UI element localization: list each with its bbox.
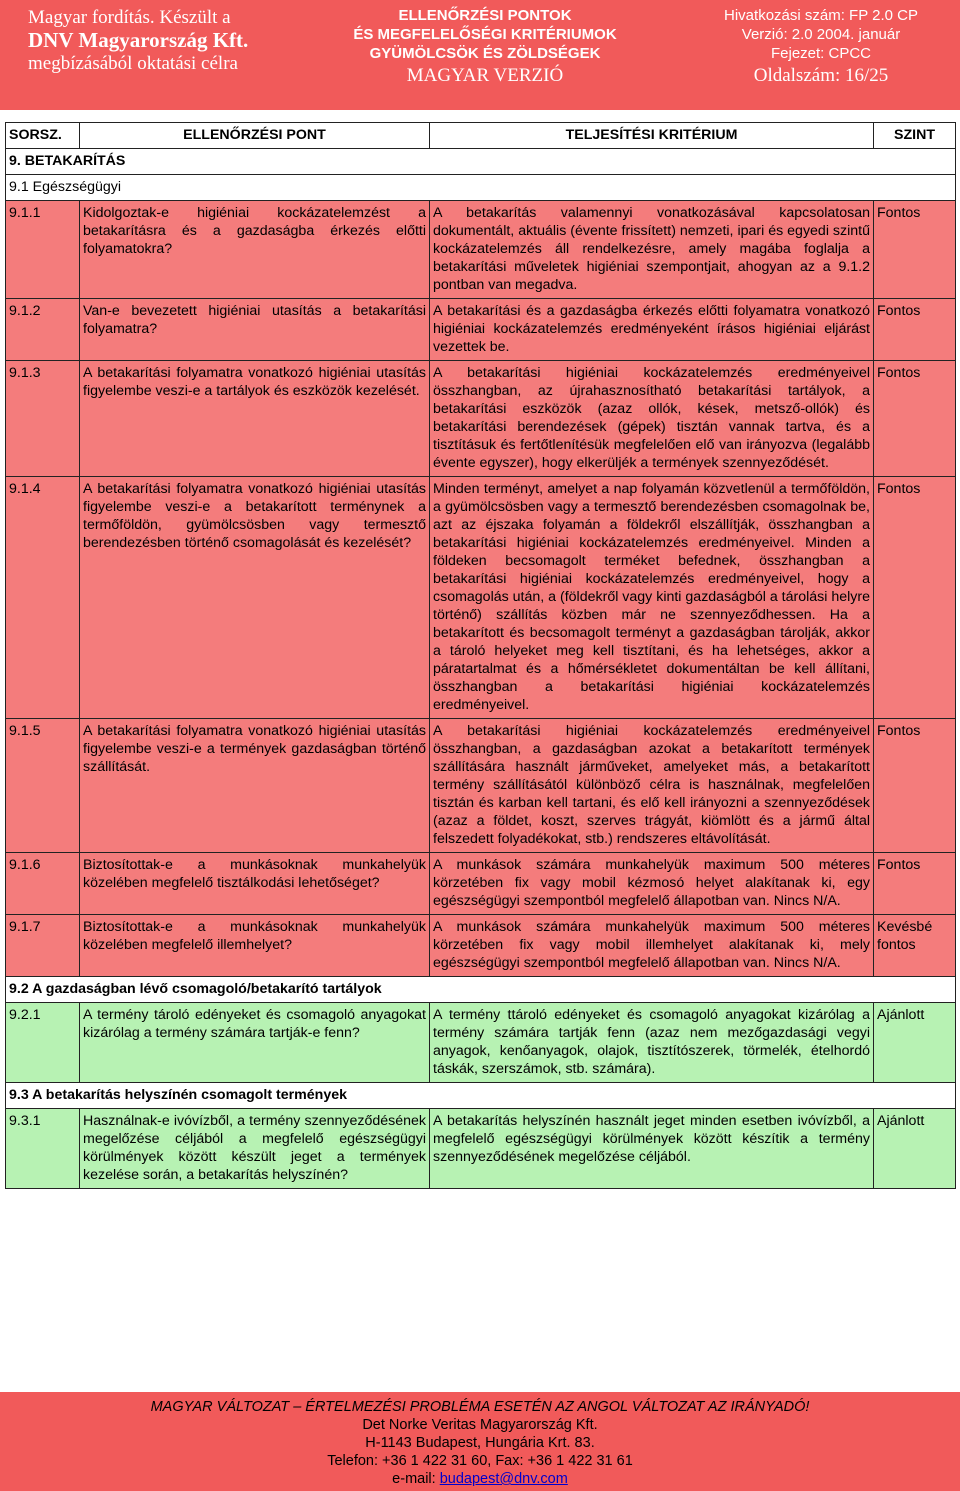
compliance-criteria: A munkások számára munkahelyük maximum 500 méteres körzetében fix vagy mobil kézmosó helyet alakítanak ki, egy egészségügyi szempontból megfelelő állapotban van. Nincs N/A. [430, 853, 874, 915]
column-header: SORSZ. [6, 123, 80, 149]
level-badge: Fontos [874, 201, 956, 299]
row-number: 9.1.2 [6, 299, 80, 361]
level-badge: Fontos [874, 477, 956, 719]
section-title: 9.1 Egészségügyi [6, 175, 956, 201]
criteria-table [5, 122, 956, 1189]
row-number: 9.1.1 [6, 201, 80, 299]
compliance-criteria: A betakarítási és a gazdaságba érkezés előtti folyamatra vonatkozó higiéniai kockázatelemzés eredményeként írásos higiéniai eljárást vezettek be. [430, 299, 874, 361]
page-footer [0, 1392, 960, 1491]
header-middle [318, 6, 652, 89]
section-title: 9.2 A gazdaságban lévő csomagoló/betakarító tartályok [6, 977, 956, 1003]
level-badge: Fontos [874, 719, 956, 853]
row-number: 9.2.1 [6, 1003, 80, 1083]
control-point: A betakarítási folyamatra vonatkozó higiéniai utasítás figyelembe veszi-e a betakarított terménynek a termőföldön, gyümölcsösben vagy termesztő berendezésben történő csomagolását és kezelését? [80, 477, 430, 719]
section-row [6, 1083, 956, 1109]
control-point: Biztosítottak-e a munkásoknak munkahelyük közelében megfelelő tisztálkodási lehetőséget? [80, 853, 430, 915]
control-point: A betakarítási folyamatra vonatkozó higiéniai utasítás figyelembe veszi-e a tartályok és eszközök kezelését. [80, 361, 430, 477]
section-title: 9.3 A betakarítás helyszínén csomagolt termények [6, 1083, 956, 1109]
control-point: A betakarítási folyamatra vonatkozó higiéniai utasítás figyelembe veszi-e a termények gazdaságban történő szállítását. [80, 719, 430, 853]
row-number: 9.1.4 [6, 477, 80, 719]
footer-phone: Telefon: +36 1 422 31 60, Fax: +36 1 422 31 61 [327, 1453, 633, 1469]
column-header: TELJESÍTÉSI KRITÉRIUM [430, 123, 874, 149]
header-title-line: ELLENŐRZÉSI PONTOK [398, 7, 572, 24]
email-link[interactable]: budapest@dnv.com [439, 1471, 568, 1487]
control-point: Biztosítottak-e a munkásoknak munkahelyük közelében megfelelő illemhelyet? [80, 915, 430, 977]
page-number: Oldalszám: 16/25 [753, 65, 889, 86]
table-row [6, 201, 956, 299]
header-left-line: Magyar fordítás. Készült a [28, 7, 231, 28]
compliance-criteria: A betakarítás valamennyi vonatkozásával kapcsolatosan dokumentált, aktuális (évente frissített) nemzeti, ipari és egyedi szintű kockázatelemzés áll rendelkezésre, amely magába foglalja a betakarítási műveletek higiéniai szempontjait, ahogyan az a 9.1.2 pontban van megadva. [430, 201, 874, 299]
footer-company: Det Norke Veritas Magyarország Kft. [362, 1417, 598, 1433]
column-header: ELLENŐRZÉSI PONT [80, 123, 430, 149]
level-badge: Fontos [874, 361, 956, 477]
footer-email-label: e-mail: [392, 1471, 440, 1487]
table-row [6, 853, 956, 915]
compliance-criteria: A betakarítási higiéniai kockázatelemzés eredményeivel összhangban, a gazdaságban azokat a betakarított termények szállítására használt járműveket, amelyeket más, a betakarított termény szállításától különböző célra is használnak, megfelelően tisztán és karban kell tartani, és elő kell irányozni a szennyeződések (azaz a földet, koszt, szerves trágyát, kiömlött és a jármű által felszedett folyadékokat, stb.) rendszeres eltávolítását. [430, 719, 874, 853]
chapter-title: 9. BETAKARÍTÁS [6, 149, 956, 175]
table-row [6, 361, 956, 477]
compliance-criteria: Minden terményt, amelyet a nap folyamán közvetlenül a termőföldön, a gyümölcsösben vagy a termesztő berendezésben csomagolnak be, azt az éjszaka folyamán a földekről elszállítják, összhangban a betakarítási higiéniai kockázatelemzés eredményeivel. Minden a földeken becsomagolt terméket befednek, összhangban a betakarítási higiéniai kockázatelemzés eredményeivel, hogy a csomagolás után, a (földekről vagy kinti gazdaságból a tárolási helyre történő) szállítás közben már ne szennyeződhessen. Ha a betakarított és becsomagolt terményt a gazdaságban tárolják, akkor a tároló helyeket meg kell tisztítani, és ha lehetséges, akkor a páratartalmat és a hőmérsékletet dokumentáltan be kell állítani, összhangban a betakarítási higiéniai kockázatelemzés eredményeivel. [430, 477, 874, 719]
control-point: A termény tároló edényeket és csomagoló anyagokat kizárólag a termény számára tartják-e fenn? [80, 1003, 430, 1083]
compliance-criteria: A munkások számára munkahelyük maximum 500 méteres körzetében fix vagy mobil illemhelyet alakítanak ki, mely egészségügyi szempontból megfelelő állapotban van. Nincs N/A. [430, 915, 874, 977]
footer-address: H-1143 Budapest, Hungária Krt. 83. [365, 1435, 595, 1451]
level-badge: Fontos [874, 853, 956, 915]
version-date: Verzió: 2.0 2004. január [741, 26, 901, 43]
table-row [6, 299, 956, 361]
header-left-line: megbízásából oktatási célra [28, 53, 238, 74]
page-header [0, 0, 960, 110]
table-row [6, 1109, 956, 1189]
compliance-criteria: A betakarítás helyszínén használt jeget minden esetben ivóvízből, a megfelelő egészségügyi körülmények között készítik a termény szennyeződésének megelőzése céljából. [430, 1109, 874, 1189]
table-row [6, 477, 956, 719]
row-number: 9.1.7 [6, 915, 80, 977]
table-row [6, 915, 956, 977]
control-point: Kidolgoztak-e higiéniai kockázatelemzést a betakarításra és a gazdaságba érkezés előtti folyamatokra? [80, 201, 430, 299]
compliance-criteria: A betakarítási higiéniai kockázatelemzés eredményeivel összhangban, az újrahasznosítható betakarítási tartályok, a betakarítási eszközök (azaz ollók, kések, metsző-ollók) és betakarítási berendezések (gépek) tisztán vannak tartva, és a tisztításuk és fertőtlenítésük megfelelően elő van irányozva (legalább évente egyszer), hogy elkerüljék a termények szennyeződését. [430, 361, 874, 477]
level-badge: Kevésbé fontos [874, 915, 956, 977]
table-header-row [6, 123, 956, 149]
section-row [6, 977, 956, 1003]
compliance-criteria: A termény ttároló edényeket és csomagoló anyagokat kizárólag a termény számára tartják fenn (azaz nem mezőgazdasági vegyi anyagok, kenőanyagok, olajok, tisztítószerek, törmelék, ételhordó táskák, szerszámok, stb. számára). [430, 1003, 874, 1083]
reference-number: Hivatkozási szám: FP 2.0 CP [724, 7, 918, 24]
footer-email [0, 1470, 960, 1488]
section-row [6, 175, 956, 201]
row-number: 9.3.1 [6, 1109, 80, 1189]
control-point: Van-e bevezetett higiéniai utasítás a betakarítási folyamatra? [80, 299, 430, 361]
level-badge: Ajánlott [874, 1003, 956, 1083]
level-badge: Fontos [874, 299, 956, 361]
column-header: SZINT [874, 123, 956, 149]
level-badge: Ajánlott [874, 1109, 956, 1189]
row-number: 9.1.3 [6, 361, 80, 477]
header-title-line: ÉS MEGFELELŐSÉGI KRITÉRIUMOK [353, 26, 617, 43]
row-number: 9.1.5 [6, 719, 80, 853]
chapter-code: Fejezet: CPCC [770, 45, 872, 62]
header-right [712, 6, 930, 89]
header-version-label: MAGYAR VERZIÓ [406, 65, 564, 86]
table-row [6, 1003, 956, 1083]
header-left-line: DNV Magyarország Kft. [28, 28, 249, 52]
row-number: 9.1.6 [6, 853, 80, 915]
header-title-line: GYÜMÖLCSÖK ÉS ZÖLDSÉGEK [369, 45, 601, 62]
chapter-row [6, 149, 956, 175]
footer-warning: MAGYAR VÁLTOZAT – ÉRTELMEZÉSI PROBLÉMA ESETÉN AZ ANGOL VÁLTOZAT AZ IRÁNYADÓ! [150, 1399, 810, 1415]
control-point: Használnak-e ivóvízből, a termény szennyeződésének megelőzése céljából a megfelelő egészségügyi körülmények között készült jeget a termények kezelése során, a betakarítás helyszínén? [80, 1109, 430, 1189]
header-left [28, 6, 248, 75]
table-row [6, 719, 956, 853]
